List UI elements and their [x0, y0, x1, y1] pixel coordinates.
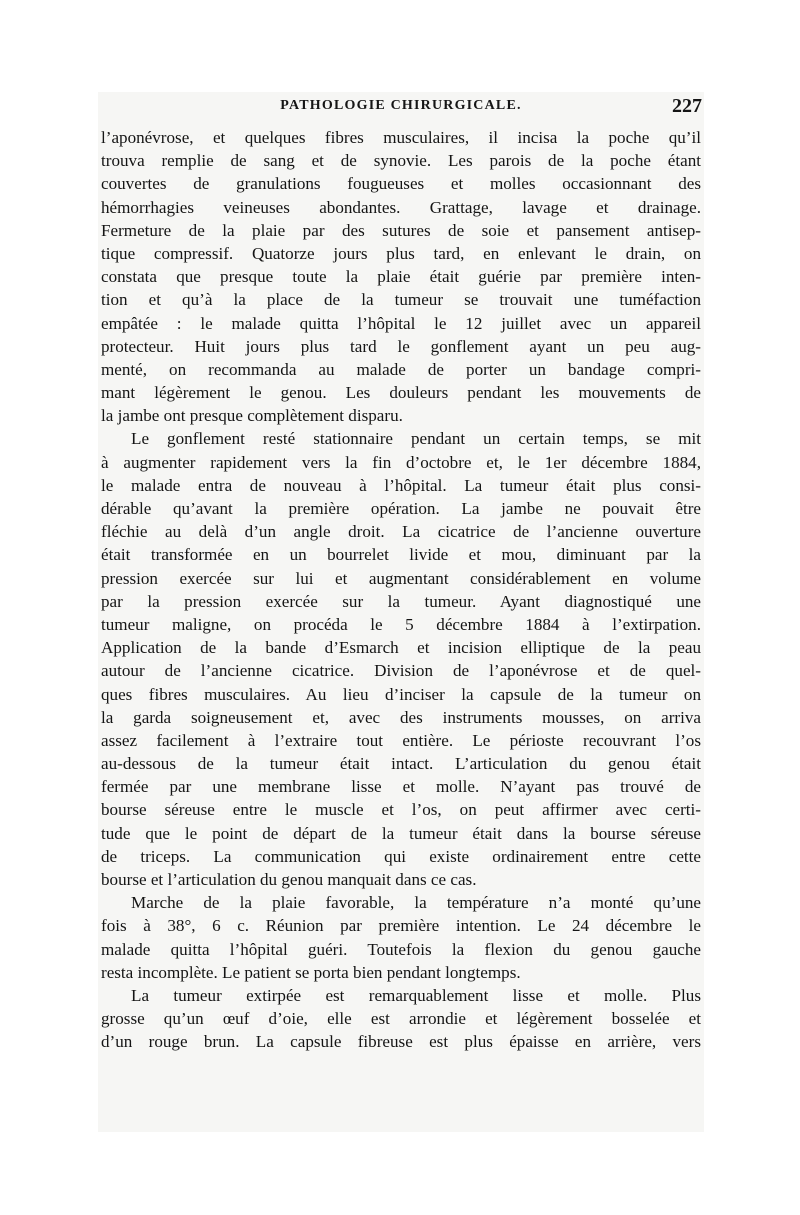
running-title: PATHOLOGIE CHIRURGICALE.: [280, 98, 522, 113]
page-number: 227: [672, 95, 702, 117]
text-line: de triceps. La communication qui existe ordinairement entre cette: [101, 846, 701, 866]
text-line: trouva remplie de sang et de synovie. Les parois de la poche étant: [101, 151, 701, 171]
text-line: resta incomplète. Le patient se porta bien pendant longtemps.: [101, 962, 521, 982]
text-line: la garda soigneusement et, avec des instruments mousses, on arriva: [101, 707, 701, 727]
text-line: bourse et l’articulation du genou manquait dans ce cas.: [101, 870, 477, 889]
text-line: l’aponévrose, et quelques fibres musculaires, il incisa la poche qu’il: [101, 128, 701, 147]
text-line: tumeur maligne, on procéda le 5 décembre 1884 à l’extirpation.: [101, 614, 701, 634]
text-line: dérable qu’avant la première opération. La jambe ne pouvait être: [101, 499, 701, 518]
text-line: autour de l’ancienne cicatrice. Division de l’aponévrose et de quel-: [101, 661, 701, 681]
text-line: Fermeture de la plaie par des sutures de soie et pansement antisep-: [101, 220, 701, 240]
text-line: pression exercée sur lui et augmentant considérablement en volume: [101, 568, 701, 588]
body-text: [101, 126, 701, 1054]
text-line: fois à 38°, 6 c. Réunion par première intention. Le 24 décembre le: [101, 916, 701, 936]
text-line: bourse séreuse entre le muscle et l’os, on peut affirmer avec certi-: [101, 800, 701, 820]
text-line: La tumeur extirpée est remarquablement lisse et molle. Plus: [131, 985, 701, 1005]
text-line: mant légèrement le genou. Les douleurs pendant les mouvements de: [101, 383, 701, 403]
text-line: le malade entra de nouveau à l’hôpital. La tumeur était plus consi-: [101, 475, 701, 495]
running-head: [98, 95, 704, 120]
text-line: tique compressif. Quatorze jours plus tard, en enlevant le drain, on: [101, 243, 701, 263]
text-line: protecteur. Huit jours plus tard le gonflement ayant un peu aug-: [101, 336, 701, 356]
text-line: fléchie au delà d’un angle droit. La cicatrice de l’ancienne ouverture: [101, 522, 701, 542]
text-line: par la pression exercée sur la tumeur. Ayant diagnostiqué une: [101, 591, 701, 611]
text-line: Application de la bande d’Esmarch et incision elliptique de la peau: [101, 638, 701, 658]
text-line: empâtée : le malade quitta l’hôpital le 12 juillet avec un appareil: [101, 313, 701, 333]
text-line: constata que presque toute la plaie était guérie par première inten-: [101, 267, 701, 287]
scanned-page: [98, 92, 704, 1132]
text-line: menté, on recommanda au malade de porter un bandage compri-: [101, 359, 701, 379]
text-line: était transformée en un bourrelet livide et mou, diminuant par la: [101, 545, 701, 565]
text-line: Le gonflement resté stationnaire pendant un certain temps, se mit: [131, 429, 701, 449]
text-line: hémorrhagies veineuses abondantes. Grattage, lavage et drainage.: [101, 197, 701, 217]
text-line: tion et qu’à la place de la tumeur se trouvait une tuméfaction: [101, 290, 701, 310]
text-line: Marche de la plaie favorable, la température n’a monté qu’une: [131, 893, 701, 913]
text-line: la jambe ont presque complètement disparu.: [101, 406, 403, 426]
text-line: tude que le point de départ de la tumeur était dans la bourse séreuse: [101, 823, 701, 843]
text-line: couvertes de granulations fougueuses et molles occasionnant des: [101, 174, 701, 194]
text-line: au-dessous de la tumeur était intact. L’articulation du genou était: [101, 754, 701, 774]
text-line: à augmenter rapidement vers la fin d’octobre et, le 1er décembre 1884,: [101, 452, 701, 472]
text-line: fermée par une membrane lisse et molle. N’ayant pas trouvé de: [101, 777, 701, 797]
text-line: grosse qu’un œuf d’oie, elle est arrondie et légèrement bosselée et: [101, 1009, 701, 1029]
text-line: malade quitta l’hôpital guéri. Toutefois la flexion du genou gauche: [101, 939, 701, 959]
text-line: ques fibres musculaires. Au lieu d’inciser la capsule de la tumeur on: [101, 684, 701, 704]
text-line: assez facilement à l’extraire tout entière. Le périoste recouvrant l’os: [101, 730, 701, 750]
text-line: d’un rouge brun. La capsule fibreuse est plus épaisse en arrière, vers: [101, 1032, 701, 1052]
